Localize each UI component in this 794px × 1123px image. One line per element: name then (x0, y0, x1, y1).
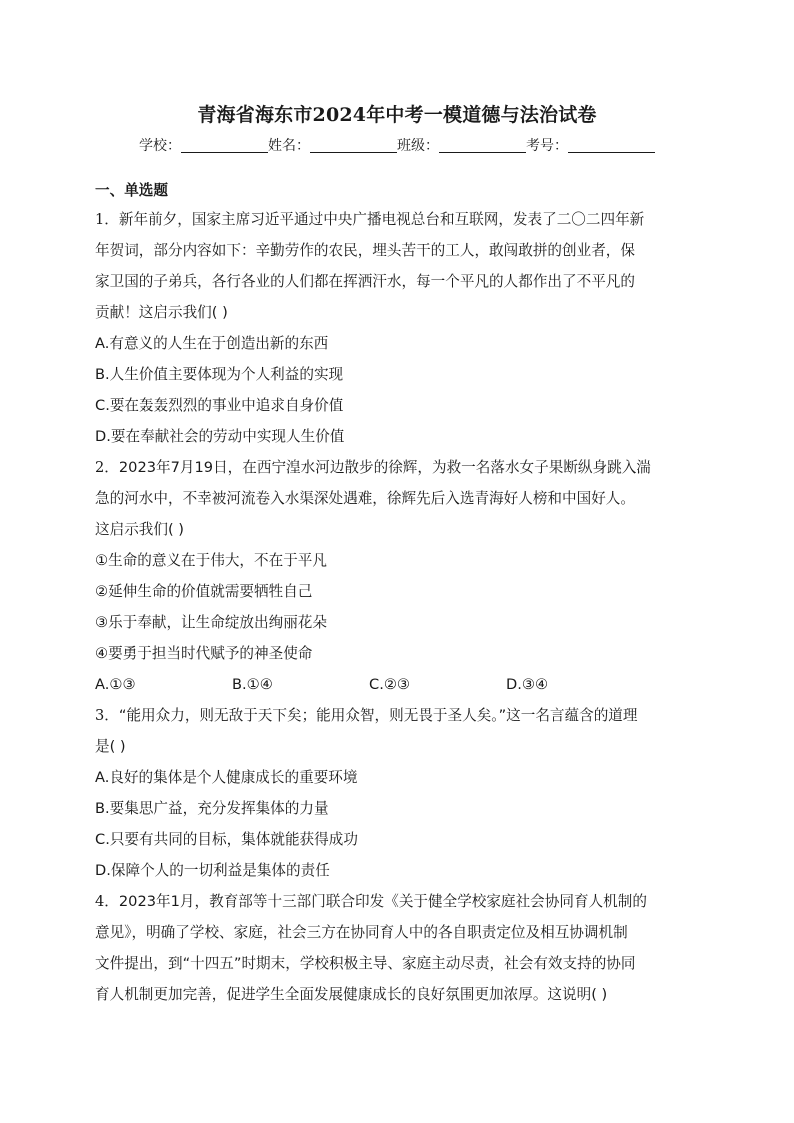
statement-1: ①生命的意义在于伟大，不在于平凡 (95, 552, 327, 569)
question-line: 育人机制更加完善，促进学生全面发展健康成长的良好氛围更加浓厚。这说明( ) (95, 986, 608, 1003)
question-line: 是( ) (95, 738, 126, 755)
option-b[interactable]: B.①④ (232, 676, 273, 693)
question-line: 贡献！这启示我们( ) (95, 304, 228, 321)
statement-4: ④要勇于担当时代赋予的神圣使命 (95, 645, 313, 662)
question-stem (95, 452, 699, 545)
option-a[interactable]: A.①③ (95, 676, 136, 693)
name-blank[interactable] (310, 136, 397, 153)
option-d[interactable]: D.保障个人的一切利益是集体的责任 (95, 862, 330, 879)
option-c[interactable]: C.②③ (369, 676, 410, 693)
question-4 (95, 886, 699, 1010)
statement-2: ②延伸生命的价值就需要牺牲自己 (95, 583, 313, 600)
question-number: 4． (95, 893, 119, 910)
class-blank[interactable] (439, 136, 526, 153)
option-row (95, 669, 699, 700)
option-a[interactable]: A.良好的集体是个人健康成长的重要环境 (95, 769, 358, 786)
question-number: 1． (95, 211, 119, 228)
question-3 (95, 700, 699, 886)
question-stem (95, 700, 699, 762)
question-stem (95, 886, 699, 1010)
exam-content (95, 178, 699, 1010)
question-line: 1．新年前夕，国家主席习近平通过中央广播电视总台和互联网，发表了二〇二四年新 (95, 211, 645, 228)
school-label: 学校： (139, 138, 181, 154)
name-label: 姓名： (268, 138, 310, 154)
question-1 (95, 204, 699, 452)
question-2 (95, 452, 699, 700)
question-number: 2． (95, 459, 119, 476)
question-line: 这启示我们( ) (95, 521, 184, 538)
school-blank[interactable] (181, 136, 268, 153)
page-title: 青海省海东市2024年中考一模道德与法治试卷 (197, 104, 597, 126)
question-line: 2．2023年7月19日，在西宁湟水河边散步的徐辉，为救一名落水女子果断纵身跳入湍 (95, 459, 651, 476)
student-info-line (0, 135, 794, 157)
option-c[interactable]: C.只要有共同的目标，集体就能获得成功 (95, 831, 358, 848)
question-stem (95, 204, 699, 328)
question-line: 急的河水中，不幸被河流卷入水渠深处遇难，徐辉先后入选青海好人榜和中国好人。 (95, 490, 635, 507)
question-line: 意见》，明确了学校、家庭，社会三方在协同育人中的各自职责定位及相互协调机制 (95, 924, 628, 941)
exam-no-label: 考号： (526, 138, 568, 154)
exam-no-field (526, 135, 655, 157)
exam-no-blank[interactable] (568, 136, 655, 153)
question-line: 家卫国的子弟兵，各行各业的人们都在挥洒汗水，每一个平凡的人都作出了不平凡的 (95, 273, 635, 290)
statement-3: ③乐于奉献，让生命绽放出绚丽花朵 (95, 614, 327, 631)
section-heading: 一、单选题 (95, 182, 168, 199)
option-d[interactable]: D.要在奉献社会的劳动中实现人生价值 (95, 428, 345, 445)
option-b[interactable]: B.要集思广益，充分发挥集体的力量 (95, 800, 329, 817)
question-line: 文件提出，到“十四五”时期末，学校积极主导、家庭主动尽责，社会有效支持的协同 (95, 955, 636, 972)
option-d[interactable]: D.③④ (506, 676, 549, 693)
school-field (139, 135, 268, 157)
question-line: 4．2023年1月，教育部等十三部门联合印发《关于健全学校家庭社会协同育人机制的 (95, 893, 647, 910)
option-c[interactable]: C.要在轰轰烈烈的事业中追求自身价值 (95, 397, 344, 414)
option-a[interactable]: A.有意义的人生在于创造出新的东西 (95, 335, 329, 352)
name-field (268, 135, 397, 157)
class-field (397, 135, 526, 157)
class-label: 班级： (397, 138, 439, 154)
question-line: 年贺词，部分内容如下：辛勤劳作的农民，埋头苦干的工人，敢闯敢拼的创业者，保 (95, 242, 635, 259)
option-b[interactable]: B.人生价值主要体现为个人利益的实现 (95, 366, 344, 383)
question-line: 3．“能用众力，则无敌于天下矣；能用众智，则无畏于圣人矣。”这一名言蕴含的道理 (95, 707, 638, 724)
question-number: 3． (95, 707, 119, 724)
